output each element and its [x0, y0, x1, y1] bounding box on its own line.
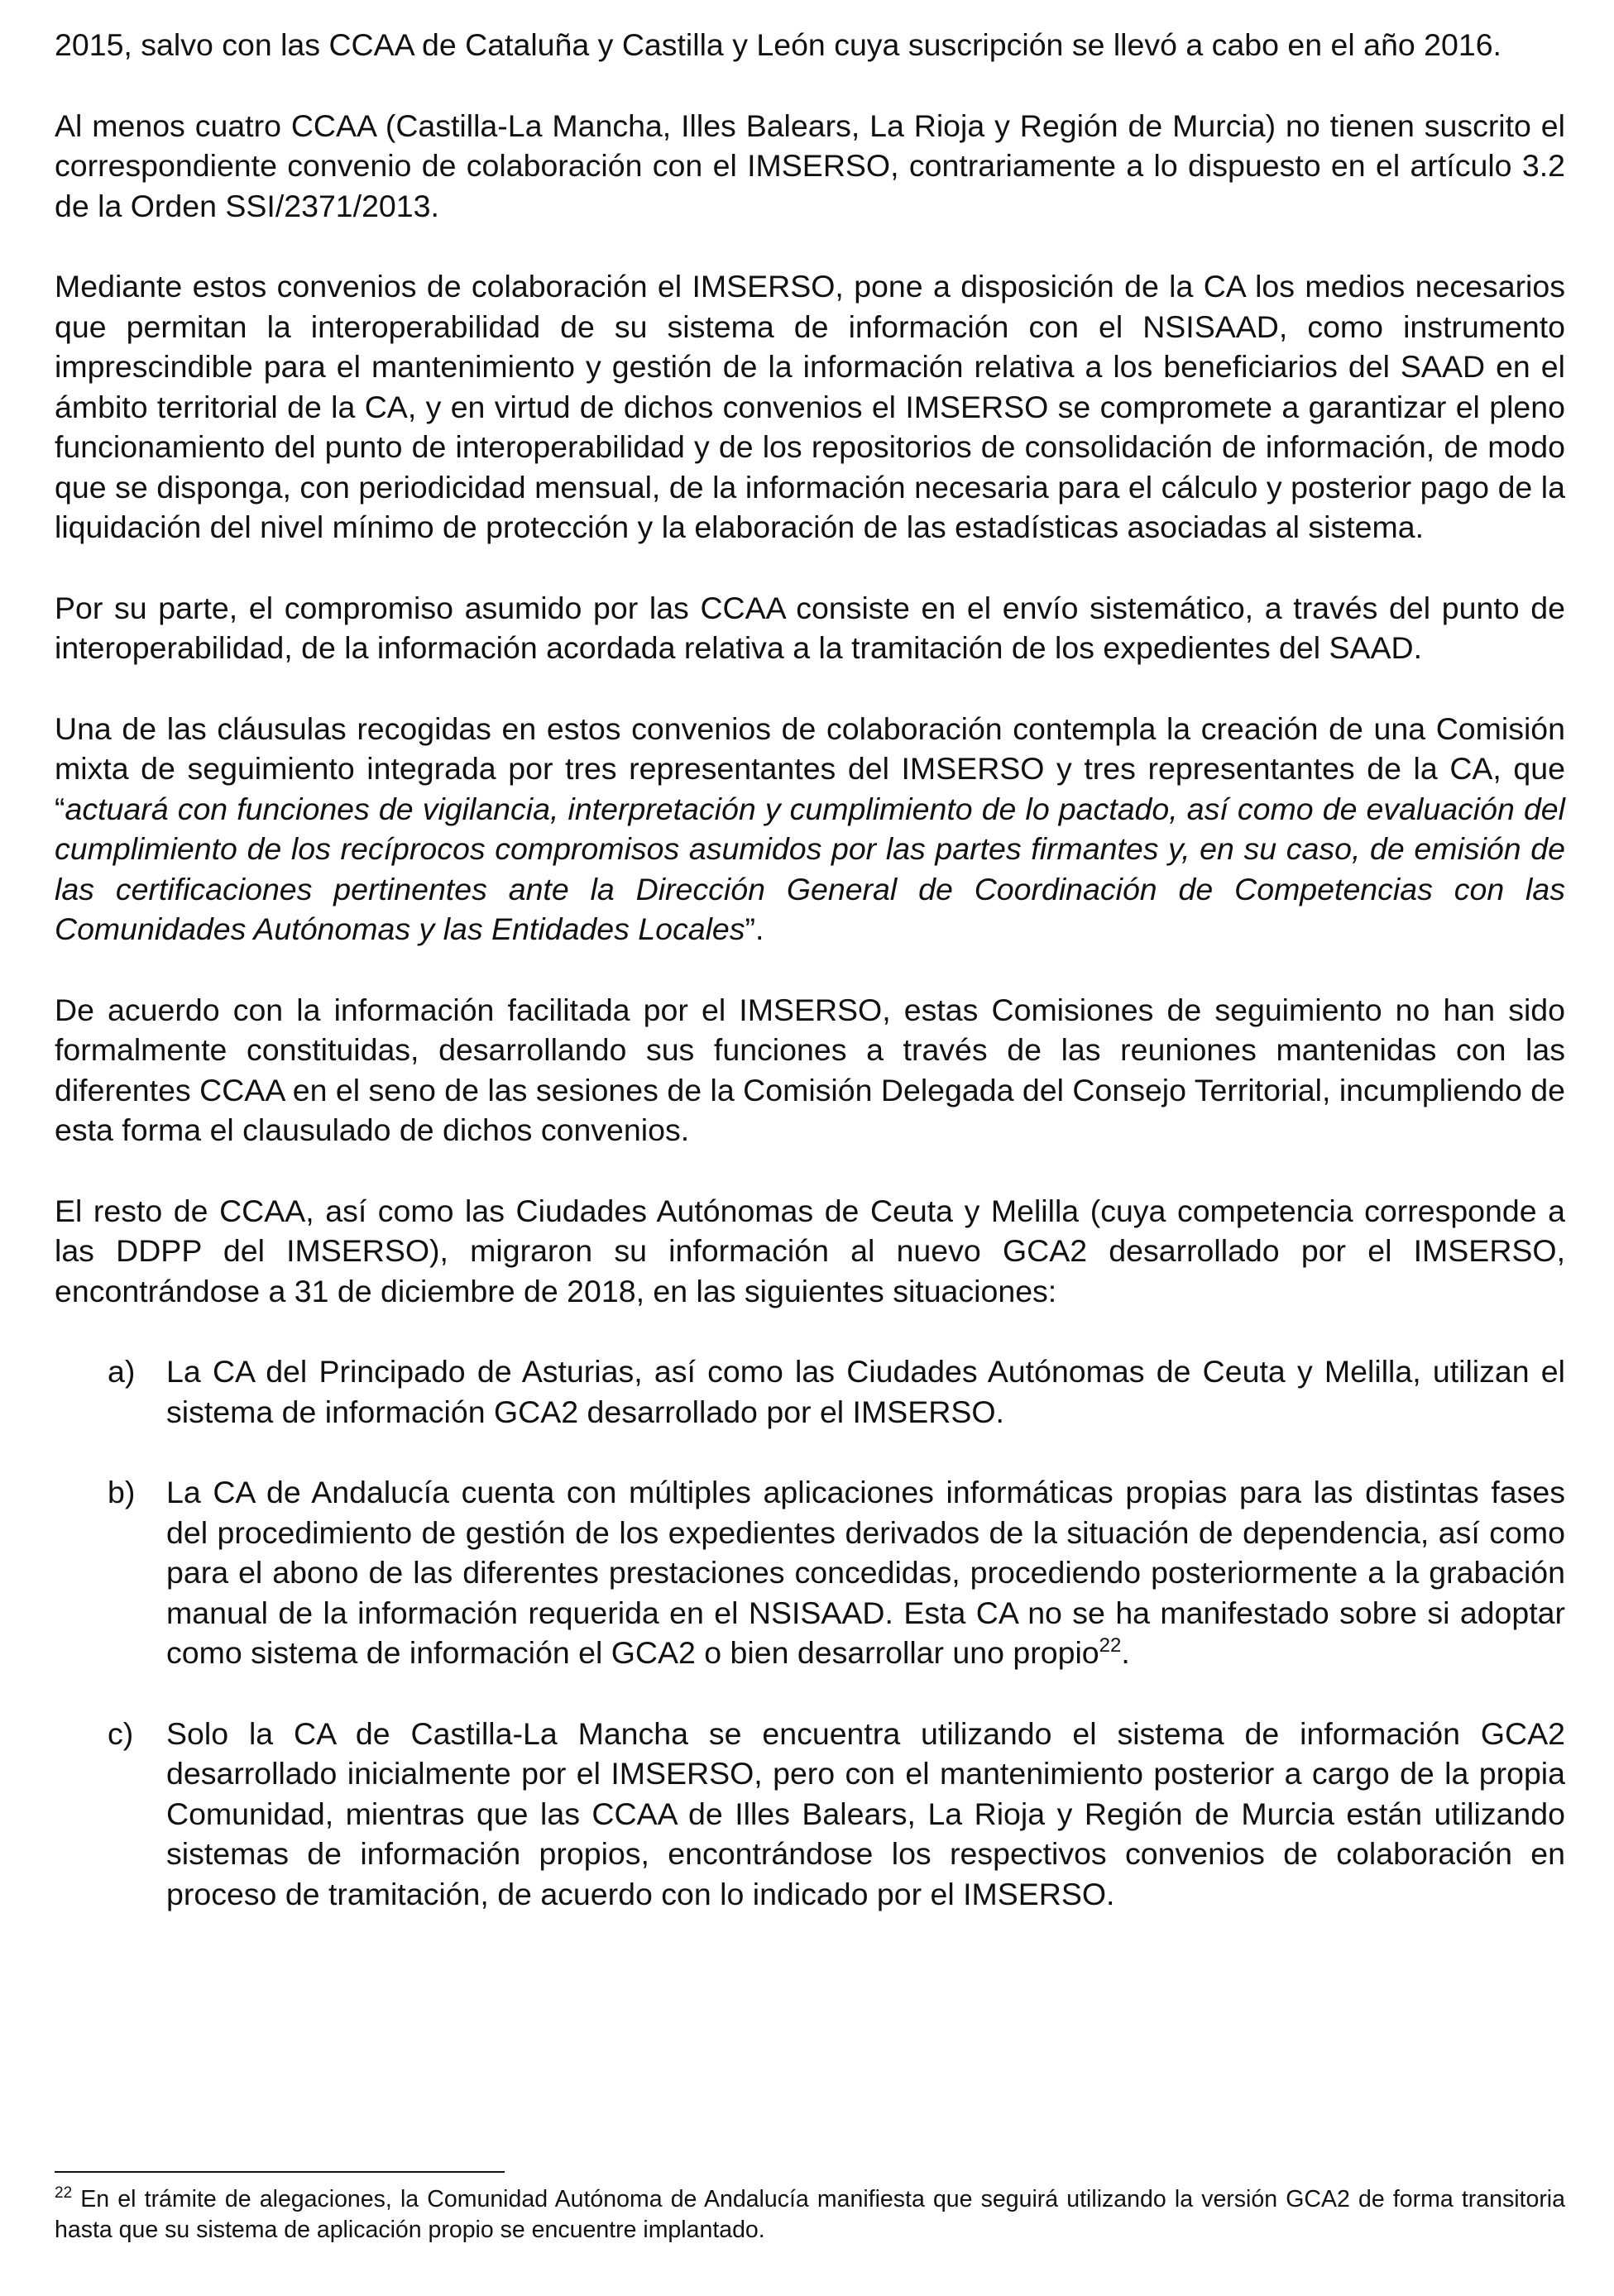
- paragraph-with-quote: [55, 709, 1565, 949]
- list-item: [55, 1472, 1565, 1673]
- list-item: [55, 1351, 1565, 1432]
- quote-close: ”.: [745, 911, 764, 946]
- situations-list: [55, 1351, 1565, 1914]
- list-item: [55, 1714, 1565, 1915]
- footnote-number: 22: [55, 2184, 73, 2202]
- list-marker: b): [108, 1475, 136, 1509]
- list-item-end: .: [1121, 1635, 1130, 1670]
- footnote-text: En el trámite de alegaciones, la Comunidad Autónoma de Andalucía manifiesta que seguirá utilizando la versión GCA2 de forma transitoria hasta que su sistema de aplicación propio se encuentre implantado.: [55, 2186, 1565, 2243]
- quoted-clause: actuará con funciones de vigilancia, interpretación y cumplimiento de lo pactado, así como de evaluación del cumplimiento de los recíprocos compromisos asumidos por las partes firmantes y, en su caso, de emisión de las certificaciones pertinentes ante la Dirección General de Coordinación de Competencias con las Comunidades Autónomas y las Entidades Locales: [55, 791, 1565, 946]
- list-item-text: [166, 1472, 1565, 1673]
- paragraph: Por su parte, el compromiso asumido por las CCAA consiste en el envío sistemático, a través del punto de interoperabilidad, de la información acordada relativa a la tramitación de los expedientes del SAAD.: [55, 590, 1565, 665]
- paragraph: 2015, salvo con las CCAA de Cataluña y Castilla y León cuya suscripción se llevó a cabo en el año 2016.: [55, 27, 1501, 62]
- document-body: [55, 25, 1565, 1954]
- list-item-text: La CA del Principado de Asturias, así como las Ciudades Autónomas de Ceuta y Melilla, utilizan el sistema de información GCA2 desarrollado por el IMSERSO.: [166, 1354, 1565, 1429]
- list-marker: c): [108, 1715, 134, 1751]
- paragraph: Al menos cuatro CCAA (Castilla-La Mancha, Illes Balears, La Rioja y Región de Murcia) no tienen suscrito el correspondiente convenio de colaboración con el IMSERSO, contrariamente a lo dispuesto en el artículo 3.2 de la Orden SSI/2371/2013.: [55, 108, 1565, 223]
- footnote-reference[interactable]: 22: [1099, 1634, 1122, 1657]
- list-item-body: La CA de Andalucía cuenta con múltiples aplicaciones informáticas propias para las distintas fases del procedimiento de gestión de los expedientes derivados de la situación de dependencia, así como para el abono de las diferentes prestaciones concedidas, procediendo posteriormente a la grabación manual de la información requerida en el NSISAAD. Esta CA no se ha manifestado sobre si adoptar como sistema de información el GCA2 o bien desarrollar uno propio: [166, 1475, 1565, 1670]
- paragraph: Mediante estos convenios de colaboración el IMSERSO, pone a disposición de la CA los medios necesarios que permitan la interoperabilidad de su sistema de información con el NSISAAD, como instrumento imprescindible para el mantenimiento y gestión de la información relativa a los beneficiarios del SAAD en el ámbito territorial de la CA, y en virtud de dichos convenios el IMSERSO se compromete a garantizar el pleno funcionamiento del punto de interoperabilidad y de los repositorios de consolidación de información, de modo que se disponga, con periodicidad mensual, de la información necesaria para el cálculo y posterior pago de la liquidación del nivel mínimo de protección y la elaboración de las estadísticas asociadas al sistema.: [55, 269, 1565, 544]
- paragraph: De acuerdo con la información facilitada por el IMSERSO, estas Comisiones de seguimiento no han sido formalmente constituidas, desarrollando sus funciones a través de las reuniones mantenidas con las diferentes CCAA en el seno de las sesiones de la Comisión Delegada del Consejo Territorial, incumpliendo de esta forma el clausulado de dichos convenios.: [55, 992, 1565, 1147]
- paragraph: El resto de CCAA, así como las Ciudades Autónomas de Ceuta y Melilla (cuya competencia corresponde a las DDPP del IMSERSO), migraron su información al nuevo GCA2 desarrollado por el IMSERSO, encontrándose a 31 de diciembre de 2018, en las siguientes situaciones:: [55, 1193, 1565, 1308]
- footnotes-section: [55, 2171, 1565, 2246]
- list-item-text: Solo la CA de Castilla-La Mancha se encuentra utilizando el sistema de información GCA2 desarrollado inicialmente por el IMSERSO, pero con el mantenimiento posterior a cargo de la propia Comunidad, mientras que las CCAA de Illes Balears, La Rioja y Región de Murcia están utilizando sistemas de información propios, encontrándose los respectivos convenios de colaboración en proceso de tramitación, de acuerdo con lo indicado por el IMSERSO.: [166, 1715, 1565, 1911]
- quote-intro: Una de las cláusulas recogidas en estos convenios de colaboración contempla la creación de una Comisión mixta de seguimiento integrada por tres representantes del IMSERSO y tres representantes de la CA, que “: [55, 710, 1565, 826]
- footnote-divider: [55, 2171, 505, 2173]
- list-marker: a): [108, 1354, 136, 1389]
- footnote: [55, 2184, 1565, 2246]
